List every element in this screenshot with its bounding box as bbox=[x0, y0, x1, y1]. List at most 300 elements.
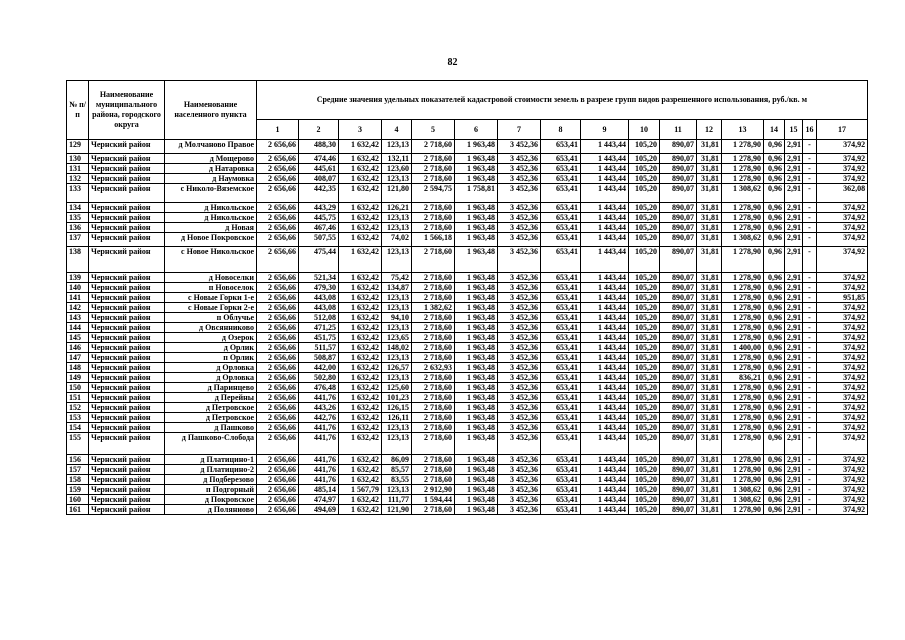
value-cell-15: 2,91 bbox=[785, 223, 803, 233]
row-number: 133 bbox=[67, 184, 89, 203]
value-cell-4: 125,60 bbox=[382, 383, 412, 393]
value-cell-13: 1 278,90 bbox=[722, 213, 764, 223]
table-row bbox=[67, 303, 868, 313]
value-cell-15: 2,91 bbox=[785, 333, 803, 343]
value-cell-13: 1 400,00 bbox=[722, 343, 764, 353]
value-cell-11: 890,07 bbox=[660, 203, 697, 213]
value-cell-1: 2 656,66 bbox=[257, 247, 299, 273]
value-cell-11: 890,07 bbox=[660, 184, 697, 203]
value-cell-5: 2 718,60 bbox=[412, 403, 455, 413]
value-cell-10: 105,20 bbox=[629, 273, 660, 283]
table-row bbox=[67, 433, 868, 455]
value-cell-11: 890,07 bbox=[660, 213, 697, 223]
value-cell-1: 2 656,66 bbox=[257, 174, 299, 184]
value-cell-7: 3 452,36 bbox=[498, 373, 541, 383]
value-cell-6: 1 963,48 bbox=[455, 383, 498, 393]
value-cell-4: 123,13 bbox=[382, 140, 412, 154]
value-cell-6: 1 963,48 bbox=[455, 174, 498, 184]
value-cell-8: 653,41 bbox=[541, 505, 581, 515]
district-cell: Чернский район bbox=[89, 154, 165, 164]
value-cell-12: 31,81 bbox=[697, 363, 722, 373]
value-cell-8: 653,41 bbox=[541, 323, 581, 333]
value-cell-12: 31,81 bbox=[697, 343, 722, 353]
table-row bbox=[67, 333, 868, 343]
value-cell-6: 1 963,48 bbox=[455, 423, 498, 433]
value-cell-2: 502,80 bbox=[299, 373, 339, 383]
value-cell-12: 31,81 bbox=[697, 174, 722, 184]
value-cell-13: 836,21 bbox=[722, 373, 764, 383]
value-cell-4: 123,13 bbox=[382, 433, 412, 455]
value-cell-1: 2 656,66 bbox=[257, 313, 299, 323]
value-cell-14: 0,96 bbox=[764, 303, 785, 313]
value-cell-3: 1 632,42 bbox=[339, 475, 382, 485]
value-cell-5: 2 718,60 bbox=[412, 203, 455, 213]
value-cell-4: 75,42 bbox=[382, 273, 412, 283]
table-row bbox=[67, 465, 868, 475]
value-cell-3: 1 632,42 bbox=[339, 505, 382, 515]
value-cell-8: 653,41 bbox=[541, 303, 581, 313]
value-cell-7: 3 452,36 bbox=[498, 293, 541, 303]
value-cell-15: 2,91 bbox=[785, 247, 803, 273]
value-cell-3: 1 632,42 bbox=[339, 363, 382, 373]
value-cell-3: 1 632,42 bbox=[339, 213, 382, 223]
value-cell-11: 890,07 bbox=[660, 273, 697, 283]
value-cell-13: 1 278,90 bbox=[722, 413, 764, 423]
value-cell-9: 1 443,44 bbox=[581, 323, 629, 333]
table-row bbox=[67, 247, 868, 273]
locality-cell: с Новые Горки 1-е bbox=[165, 293, 257, 303]
value-cell-9: 1 443,44 bbox=[581, 413, 629, 423]
value-cell-3: 1 632,42 bbox=[339, 184, 382, 203]
value-cell-12: 31,81 bbox=[697, 495, 722, 505]
value-cell-7: 3 452,36 bbox=[498, 465, 541, 475]
value-cell-6: 1 963,48 bbox=[455, 333, 498, 343]
value-cell-16: - bbox=[803, 383, 817, 393]
value-cell-4: 126,11 bbox=[382, 413, 412, 423]
value-cell-13: 1 278,90 bbox=[722, 203, 764, 213]
value-cell-13: 1 278,90 bbox=[722, 303, 764, 313]
district-cell: Чернский район bbox=[89, 213, 165, 223]
value-cell-10: 105,20 bbox=[629, 233, 660, 247]
value-cell-5: 2 718,60 bbox=[412, 174, 455, 184]
value-cell-5: 2 718,60 bbox=[412, 273, 455, 283]
value-cell-10: 105,20 bbox=[629, 475, 660, 485]
table-row bbox=[67, 343, 868, 353]
value-cell-11: 890,07 bbox=[660, 223, 697, 233]
value-cell-15: 2,91 bbox=[785, 323, 803, 333]
row-number: 148 bbox=[67, 363, 89, 373]
value-cell-14: 0,96 bbox=[764, 283, 785, 293]
value-cell-3: 1 632,42 bbox=[339, 273, 382, 283]
value-cell-17: 374,92 bbox=[817, 247, 868, 273]
table-row bbox=[67, 164, 868, 174]
locality-cell: д Поляниово bbox=[165, 505, 257, 515]
value-cell-17: 374,92 bbox=[817, 174, 868, 184]
value-cell-3: 1 632,42 bbox=[339, 393, 382, 403]
value-cell-5: 2 718,60 bbox=[412, 343, 455, 353]
value-cell-10: 105,20 bbox=[629, 403, 660, 413]
value-cell-17: 362,08 bbox=[817, 184, 868, 203]
value-cell-2: 441,76 bbox=[299, 455, 339, 465]
value-cell-8: 653,41 bbox=[541, 213, 581, 223]
value-cell-5: 2 718,60 bbox=[412, 353, 455, 363]
value-cell-13: 1 278,90 bbox=[722, 273, 764, 283]
locality-cell: п Подгорный bbox=[165, 485, 257, 495]
value-cell-1: 2 656,66 bbox=[257, 403, 299, 413]
value-cell-14: 0,96 bbox=[764, 465, 785, 475]
value-cell-1: 2 656,66 bbox=[257, 184, 299, 203]
value-cell-1: 2 656,66 bbox=[257, 455, 299, 465]
locality-cell: д Новая bbox=[165, 223, 257, 233]
value-cell-3: 1 632,42 bbox=[339, 455, 382, 465]
value-cell-14: 0,96 bbox=[764, 403, 785, 413]
value-cell-8: 653,41 bbox=[541, 313, 581, 323]
value-cell-12: 31,81 bbox=[697, 455, 722, 465]
value-cell-3: 1 632,42 bbox=[339, 174, 382, 184]
value-cell-1: 2 656,66 bbox=[257, 323, 299, 333]
value-cell-11: 890,07 bbox=[660, 455, 697, 465]
value-cell-6: 1 963,48 bbox=[455, 323, 498, 333]
value-cell-14: 0,96 bbox=[764, 164, 785, 174]
value-cell-7: 3 452,36 bbox=[498, 154, 541, 164]
value-cell-5: 2 718,60 bbox=[412, 433, 455, 455]
value-cell-1: 2 656,66 bbox=[257, 465, 299, 475]
value-cell-16: - bbox=[803, 353, 817, 363]
value-cell-5: 1 566,18 bbox=[412, 233, 455, 247]
value-cell-12: 31,81 bbox=[697, 313, 722, 323]
row-number: 135 bbox=[67, 213, 89, 223]
value-cell-5: 2 718,60 bbox=[412, 223, 455, 233]
value-cell-17: 374,92 bbox=[817, 373, 868, 383]
row-number: 141 bbox=[67, 293, 89, 303]
value-cell-16: - bbox=[803, 505, 817, 515]
locality-cell: д Паринцево bbox=[165, 383, 257, 393]
value-cell-12: 31,81 bbox=[697, 333, 722, 343]
value-cell-10: 105,20 bbox=[629, 313, 660, 323]
value-cell-17: 374,92 bbox=[817, 433, 868, 455]
table-row bbox=[67, 213, 868, 223]
value-cell-8: 653,41 bbox=[541, 465, 581, 475]
value-cell-10: 105,20 bbox=[629, 505, 660, 515]
value-cell-9: 1 443,44 bbox=[581, 164, 629, 174]
value-cell-2: 507,55 bbox=[299, 233, 339, 247]
value-cell-9: 1 443,44 bbox=[581, 154, 629, 164]
value-cell-16: - bbox=[803, 247, 817, 273]
value-cell-15: 2,91 bbox=[785, 495, 803, 505]
header-col-3: 3 bbox=[339, 120, 382, 140]
value-cell-16: - bbox=[803, 303, 817, 313]
value-cell-1: 2 656,66 bbox=[257, 413, 299, 423]
table-row bbox=[67, 403, 868, 413]
value-cell-15: 2,91 bbox=[785, 475, 803, 485]
value-cell-12: 31,81 bbox=[697, 403, 722, 413]
value-cell-12: 31,81 bbox=[697, 213, 722, 223]
district-cell: Чернский район bbox=[89, 273, 165, 283]
locality-cell: с Николо-Вяземское bbox=[165, 184, 257, 203]
value-cell-13: 1 278,90 bbox=[722, 313, 764, 323]
value-cell-6: 1 963,48 bbox=[455, 154, 498, 164]
locality-cell: д Орлик bbox=[165, 343, 257, 353]
value-cell-14: 0,96 bbox=[764, 174, 785, 184]
value-cell-2: 442,00 bbox=[299, 363, 339, 373]
district-cell: Чернский район bbox=[89, 373, 165, 383]
value-cell-12: 31,81 bbox=[697, 140, 722, 154]
value-cell-11: 890,07 bbox=[660, 363, 697, 373]
value-cell-6: 1 963,48 bbox=[455, 353, 498, 363]
value-cell-10: 105,20 bbox=[629, 293, 660, 303]
header-col-14: 14 bbox=[764, 120, 785, 140]
value-cell-15: 2,91 bbox=[785, 313, 803, 323]
value-cell-17: 374,92 bbox=[817, 465, 868, 475]
value-cell-15: 2,91 bbox=[785, 465, 803, 475]
value-cell-12: 31,81 bbox=[697, 373, 722, 383]
district-cell: Чернский район bbox=[89, 433, 165, 455]
row-number: 147 bbox=[67, 353, 89, 363]
row-number: 139 bbox=[67, 273, 89, 283]
value-cell-11: 890,07 bbox=[660, 475, 697, 485]
value-cell-9: 1 443,44 bbox=[581, 333, 629, 343]
value-cell-4: 126,21 bbox=[382, 203, 412, 213]
value-cell-8: 653,41 bbox=[541, 495, 581, 505]
value-cell-11: 890,07 bbox=[660, 293, 697, 303]
value-cell-3: 1 632,42 bbox=[339, 495, 382, 505]
value-cell-5: 2 718,60 bbox=[412, 373, 455, 383]
row-number: 137 bbox=[67, 233, 89, 247]
value-cell-15: 2,91 bbox=[785, 383, 803, 393]
value-cell-9: 1 443,44 bbox=[581, 213, 629, 223]
value-cell-5: 2 718,60 bbox=[412, 455, 455, 465]
value-cell-8: 653,41 bbox=[541, 393, 581, 403]
value-cell-11: 890,07 bbox=[660, 353, 697, 363]
row-number: 157 bbox=[67, 465, 89, 475]
value-cell-13: 1 278,90 bbox=[722, 363, 764, 373]
value-cell-6: 1 963,48 bbox=[455, 465, 498, 475]
header-col-2: 2 bbox=[299, 120, 339, 140]
value-cell-11: 890,07 bbox=[660, 343, 697, 353]
value-cell-7: 3 452,36 bbox=[498, 273, 541, 283]
row-number: 149 bbox=[67, 373, 89, 383]
value-cell-16: - bbox=[803, 475, 817, 485]
header-col-9: 9 bbox=[581, 120, 629, 140]
row-number: 160 bbox=[67, 495, 89, 505]
value-cell-13: 1 278,90 bbox=[722, 393, 764, 403]
value-cell-17: 374,92 bbox=[817, 353, 868, 363]
value-cell-7: 3 452,36 bbox=[498, 303, 541, 313]
value-cell-11: 890,07 bbox=[660, 140, 697, 154]
value-cell-2: 494,69 bbox=[299, 505, 339, 515]
value-cell-4: 126,15 bbox=[382, 403, 412, 413]
value-cell-12: 31,81 bbox=[697, 433, 722, 455]
value-cell-9: 1 443,44 bbox=[581, 184, 629, 203]
value-cell-14: 0,96 bbox=[764, 154, 785, 164]
value-cell-2: 508,87 bbox=[299, 353, 339, 363]
value-cell-8: 653,41 bbox=[541, 140, 581, 154]
district-cell: Чернский район bbox=[89, 333, 165, 343]
value-cell-9: 1 443,44 bbox=[581, 313, 629, 323]
value-cell-7: 3 452,36 bbox=[498, 247, 541, 273]
row-number: 138 bbox=[67, 247, 89, 273]
row-number: 156 bbox=[67, 455, 89, 465]
value-cell-12: 31,81 bbox=[697, 485, 722, 495]
value-cell-2: 467,46 bbox=[299, 223, 339, 233]
value-cell-1: 2 656,66 bbox=[257, 373, 299, 383]
row-number: 154 bbox=[67, 423, 89, 433]
value-cell-6: 1 963,48 bbox=[455, 213, 498, 223]
value-cell-4: 123,13 bbox=[382, 423, 412, 433]
value-cell-1: 2 656,66 bbox=[257, 423, 299, 433]
locality-cell: д Петровское bbox=[165, 413, 257, 423]
value-cell-5: 2 912,90 bbox=[412, 485, 455, 495]
value-cell-15: 2,91 bbox=[785, 393, 803, 403]
row-number: 143 bbox=[67, 313, 89, 323]
table-row bbox=[67, 233, 868, 247]
header-col-12: 12 bbox=[697, 120, 722, 140]
row-number: 145 bbox=[67, 333, 89, 343]
value-cell-17: 374,92 bbox=[817, 475, 868, 485]
value-cell-3: 1 632,42 bbox=[339, 413, 382, 423]
locality-cell: с Новое Никольское bbox=[165, 247, 257, 273]
value-cell-14: 0,96 bbox=[764, 313, 785, 323]
value-cell-3: 1 632,42 bbox=[339, 423, 382, 433]
table-row bbox=[67, 475, 868, 485]
value-cell-13: 1 308,62 bbox=[722, 233, 764, 247]
header-col-4: 4 bbox=[382, 120, 412, 140]
value-cell-2: 476,48 bbox=[299, 383, 339, 393]
value-cell-3: 1 632,42 bbox=[339, 465, 382, 475]
value-cell-1: 2 656,66 bbox=[257, 343, 299, 353]
value-cell-10: 105,20 bbox=[629, 303, 660, 313]
value-cell-9: 1 443,44 bbox=[581, 283, 629, 293]
value-cell-16: - bbox=[803, 140, 817, 154]
table-row bbox=[67, 203, 868, 213]
table-row bbox=[67, 495, 868, 505]
value-cell-2: 511,57 bbox=[299, 343, 339, 353]
value-cell-7: 3 452,36 bbox=[498, 313, 541, 323]
value-cell-6: 1 963,48 bbox=[455, 140, 498, 154]
value-cell-5: 1 382,62 bbox=[412, 303, 455, 313]
value-cell-14: 0,96 bbox=[764, 423, 785, 433]
header-col-17: 17 bbox=[817, 120, 868, 140]
locality-cell: д Молчаново Правое bbox=[165, 140, 257, 154]
value-cell-13: 1 278,90 bbox=[722, 475, 764, 485]
district-cell: Чернский район bbox=[89, 164, 165, 174]
value-cell-9: 1 443,44 bbox=[581, 223, 629, 233]
value-cell-11: 890,07 bbox=[660, 505, 697, 515]
value-cell-2: 475,44 bbox=[299, 247, 339, 273]
district-cell: Чернский район bbox=[89, 343, 165, 353]
value-cell-8: 653,41 bbox=[541, 273, 581, 283]
value-cell-17: 374,92 bbox=[817, 154, 868, 164]
value-cell-7: 3 452,36 bbox=[498, 363, 541, 373]
value-cell-15: 2,91 bbox=[785, 413, 803, 423]
row-number: 153 bbox=[67, 413, 89, 423]
value-cell-2: 488,30 bbox=[299, 140, 339, 154]
value-cell-7: 3 452,36 bbox=[498, 323, 541, 333]
page-number: 82 bbox=[447, 57, 458, 68]
value-cell-1: 2 656,66 bbox=[257, 283, 299, 293]
value-cell-6: 1 963,48 bbox=[455, 413, 498, 423]
value-cell-4: 121,90 bbox=[382, 505, 412, 515]
value-cell-9: 1 443,44 bbox=[581, 273, 629, 283]
value-cell-14: 0,96 bbox=[764, 363, 785, 373]
value-cell-2: 479,30 bbox=[299, 283, 339, 293]
table-row bbox=[67, 313, 868, 323]
table-row bbox=[67, 413, 868, 423]
value-cell-9: 1 443,44 bbox=[581, 455, 629, 465]
value-cell-12: 31,81 bbox=[697, 323, 722, 333]
value-cell-6: 1 963,48 bbox=[455, 343, 498, 353]
value-cell-13: 1 278,90 bbox=[722, 174, 764, 184]
row-number: 129 bbox=[67, 140, 89, 154]
value-cell-16: - bbox=[803, 423, 817, 433]
value-cell-1: 2 656,66 bbox=[257, 303, 299, 313]
value-cell-11: 890,07 bbox=[660, 393, 697, 403]
value-cell-9: 1 443,44 bbox=[581, 423, 629, 433]
table-body bbox=[67, 140, 868, 515]
value-cell-7: 3 452,36 bbox=[498, 475, 541, 485]
value-cell-7: 3 452,36 bbox=[498, 233, 541, 247]
value-cell-12: 31,81 bbox=[697, 353, 722, 363]
value-cell-7: 3 452,36 bbox=[498, 495, 541, 505]
row-number: 131 bbox=[67, 164, 89, 174]
value-cell-8: 653,41 bbox=[541, 164, 581, 174]
value-cell-13: 1 278,90 bbox=[722, 353, 764, 363]
value-cell-17: 374,92 bbox=[817, 313, 868, 323]
value-cell-9: 1 443,44 bbox=[581, 303, 629, 313]
value-cell-12: 31,81 bbox=[697, 505, 722, 515]
value-cell-13: 1 278,90 bbox=[722, 247, 764, 273]
locality-cell: д Орловка bbox=[165, 373, 257, 383]
value-cell-6: 1 963,48 bbox=[455, 164, 498, 174]
value-cell-15: 2,91 bbox=[785, 203, 803, 213]
value-cell-16: - bbox=[803, 393, 817, 403]
value-cell-11: 890,07 bbox=[660, 233, 697, 247]
value-cell-6: 1 963,48 bbox=[455, 393, 498, 403]
value-cell-9: 1 443,44 bbox=[581, 495, 629, 505]
value-cell-2: 408,07 bbox=[299, 174, 339, 184]
value-cell-16: - bbox=[803, 293, 817, 303]
value-cell-7: 3 452,36 bbox=[498, 505, 541, 515]
value-cell-4: 126,57 bbox=[382, 363, 412, 373]
row-number: 140 bbox=[67, 283, 89, 293]
value-cell-11: 890,07 bbox=[660, 247, 697, 273]
value-cell-3: 1 632,42 bbox=[339, 203, 382, 213]
row-number: 151 bbox=[67, 393, 89, 403]
value-cell-12: 31,81 bbox=[697, 247, 722, 273]
table-row bbox=[67, 174, 868, 184]
value-cell-5: 2 718,60 bbox=[412, 333, 455, 343]
value-cell-13: 1 278,90 bbox=[722, 154, 764, 164]
district-cell: Чернский район bbox=[89, 475, 165, 485]
value-cell-11: 890,07 bbox=[660, 164, 697, 174]
value-cell-11: 890,07 bbox=[660, 313, 697, 323]
value-cell-4: 121,80 bbox=[382, 184, 412, 203]
header-col-5: 5 bbox=[412, 120, 455, 140]
value-cell-7: 3 452,36 bbox=[498, 213, 541, 223]
district-cell: Чернский район bbox=[89, 293, 165, 303]
value-cell-11: 890,07 bbox=[660, 383, 697, 393]
value-cell-7: 3 452,36 bbox=[498, 174, 541, 184]
value-cell-3: 1 632,42 bbox=[339, 313, 382, 323]
value-cell-5: 2 718,60 bbox=[412, 213, 455, 223]
value-cell-16: - bbox=[803, 164, 817, 174]
value-cell-17: 374,92 bbox=[817, 485, 868, 495]
value-cell-14: 0,96 bbox=[764, 455, 785, 465]
value-cell-5: 2 718,60 bbox=[412, 465, 455, 475]
district-cell: Чернский район bbox=[89, 465, 165, 475]
value-cell-16: - bbox=[803, 184, 817, 203]
value-cell-5: 2 718,60 bbox=[412, 140, 455, 154]
